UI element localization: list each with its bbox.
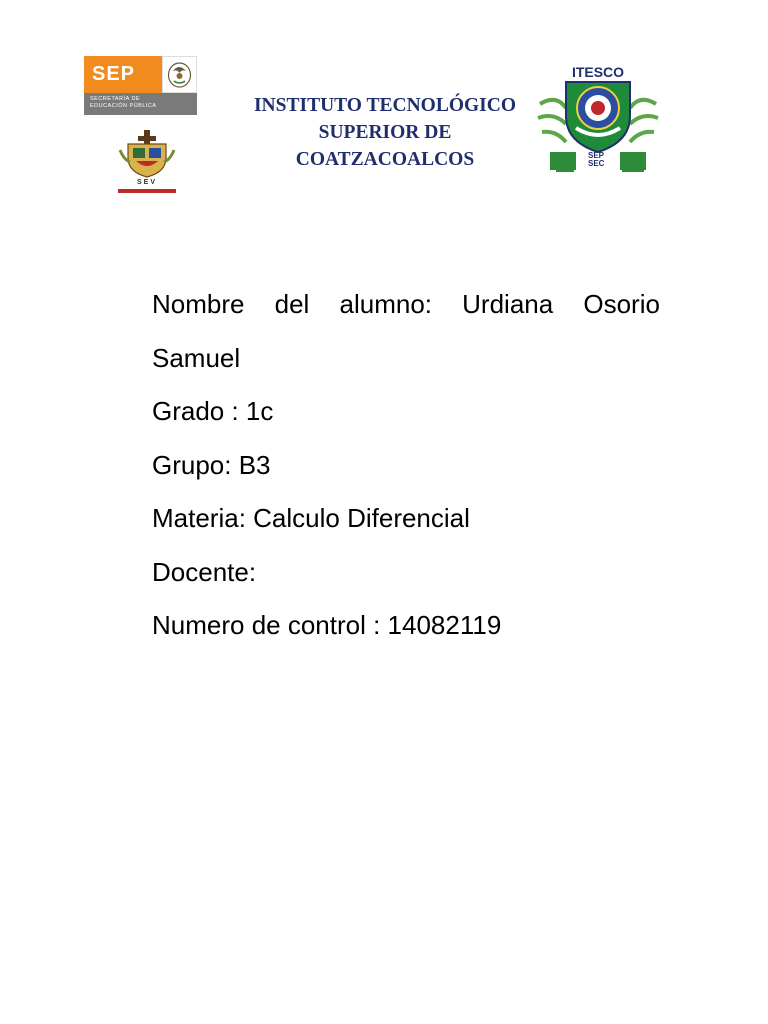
sep-subtitle-line1: SECRETARÍA DE [90, 96, 141, 102]
name-word: Osorio [583, 289, 660, 319]
itesco-footer-mark-right: SEC [588, 159, 605, 168]
institution-title [226, 92, 544, 173]
itesco-label: ITESCO [571, 64, 625, 80]
itesco-logo [536, 64, 660, 176]
sep-logo [84, 56, 197, 115]
itesco-footer-mark-left: SEP [588, 151, 605, 160]
name-word: del [274, 289, 310, 319]
title-line-1: INSTITUTO TECNOLÓGICO [253, 95, 517, 116]
materia-line: Materia: Calculo Diferencial [152, 503, 470, 533]
veracruz-shield-icon [116, 128, 178, 178]
grupo-line: Grupo: B3 [152, 449, 271, 480]
sep-orange-block [84, 56, 162, 93]
sev-red-bar [118, 189, 176, 193]
title-line-3: COATZACOALCOS [295, 149, 475, 170]
sep-grey-block [84, 93, 197, 115]
grado-line: Grado : 1c [152, 396, 274, 426]
docente-line: Docente: [152, 556, 257, 587]
name-line-1 [152, 278, 660, 332]
name-word: Urdiana [462, 289, 554, 319]
title-line-2: SUPERIOR DE [318, 122, 452, 143]
name-word: Nombre [152, 289, 245, 319]
mexico-coat-of-arms-icon [162, 56, 197, 93]
name-line-2: Samuel [152, 342, 241, 373]
numero-control-line: Numero de control : 14082119 [152, 610, 502, 640]
name-word: alumno: [339, 289, 432, 319]
sep-subtitle-line2: EDUCACIÓN PÚBLICA [90, 103, 157, 109]
sev-mark: SEV [136, 179, 157, 186]
sev-logo [116, 128, 178, 194]
student-info [152, 278, 660, 653]
sep-mark: SEP [92, 63, 136, 85]
